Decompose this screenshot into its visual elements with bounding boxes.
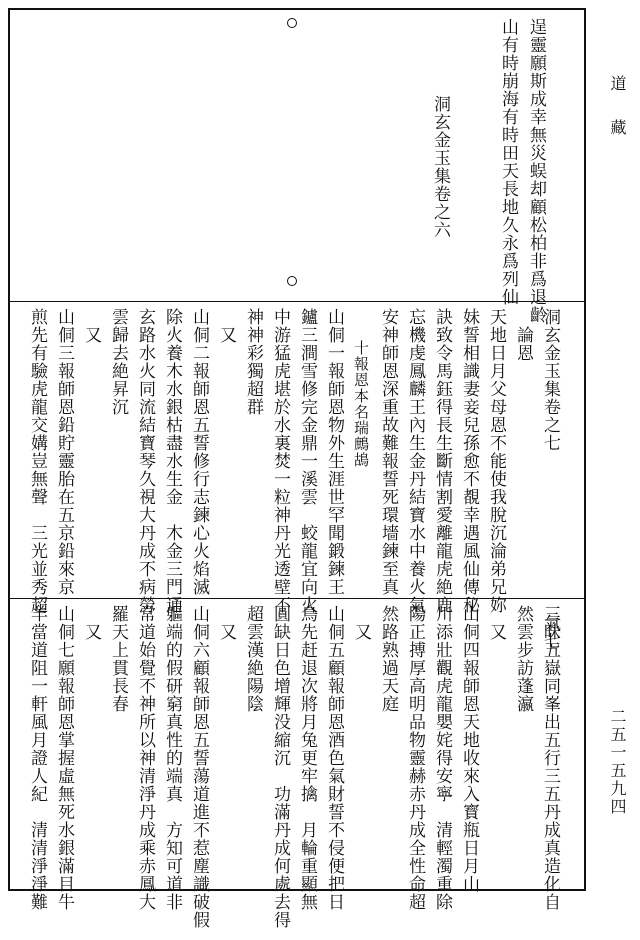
text-column: 忘機虔鳳麟王內生金丹結寶水中養火氣 — [405, 308, 425, 614]
text-column: 煎先有驗虎龍交媾豈無聲 三光並秀超 — [27, 308, 47, 614]
text-column: 山侗七願報師恩掌握虛無死水銀滿目牛 — [54, 605, 74, 911]
text-column: 三昧五嶽同峯出五行三五丹成真造化自 — [540, 605, 560, 911]
text-column: 中游猛虎堪於水裏焚一粒神丹光透壁不 — [270, 308, 290, 614]
text-column: 山侗四報師恩天地收來入寳瓶日月山 — [459, 605, 479, 893]
page-number: 二五一五九四 — [608, 708, 627, 816]
text-column: 圓缺日色增輝没縮沉 功滿丹成何處去得 — [270, 605, 290, 929]
circle-mark-top — [287, 18, 297, 28]
text-column: 雲歸去絶昇沉 — [108, 308, 128, 416]
text-column: 陽正搏厚高明品物靈赫赤丹成全性命超 — [405, 605, 425, 911]
text-column: 山侗一報師恩物外生涯世罕聞鍛鍊王 — [324, 308, 344, 596]
text-column: 訣致令馬鈺得長生斷情割愛離龍虎絶鹿 — [432, 308, 452, 614]
text-column: 然路熟過天庭 — [378, 605, 398, 713]
circle-mark-bottom — [287, 276, 297, 286]
text-column: 常道始覺不神所以神清淨丹成乘赤鳳大 — [135, 605, 155, 911]
text-column: 軀端的假研窮真性的端真 方知可道非 — [162, 605, 182, 911]
section-heading: 又 — [351, 605, 371, 641]
text-column: 然雲步訪蓬瀛 — [513, 605, 533, 713]
section-heading: 又 — [81, 605, 101, 641]
text-column: 山侗二報師恩五誓修行志鍊心火焰滅 — [189, 308, 209, 596]
text-column: 玄路水火同流結寶琴久視大丹成不病勞 — [135, 308, 155, 614]
section-heading: 又 — [81, 308, 101, 344]
volume-title: 洞玄金玉集卷之七 氣七 — [540, 308, 560, 650]
text-column: 鳥先赶退次將月兔更牢擒 月輪重顯無 — [297, 605, 317, 911]
section-heading: 又 — [216, 605, 236, 641]
text-column: 天地日月父母恩不能使我脫沉淪弟兄妳 — [486, 308, 506, 614]
text-column: 超雲漢絶陽陰 — [243, 605, 263, 713]
section-heading: 又 — [486, 605, 506, 641]
collection-label: 道 藏 — [608, 75, 627, 141]
text-column: 鑪三澗雪修完金鼎一溪雲 蛟龍宜向火 — [297, 308, 317, 614]
section-heading: 又 — [216, 308, 236, 344]
text-column: 山侗五顧報師恩酒色氣財誓不侵便把日 — [324, 605, 344, 911]
text-column: 妹誓相識妻妾兒孫愈不覩幸遇風仙傳秘 — [459, 308, 479, 614]
text-column: 神神彩獨超群 — [243, 308, 263, 416]
section-heading: 論恩 — [513, 308, 533, 362]
text-column: 山侗三報師恩鉛貯靈胎在五京鉛來京 — [54, 308, 74, 596]
text-column: 山侗六顧報師恩五誓蕩道進不惹塵識破假 — [189, 605, 209, 929]
text-column: 山有時崩海有時田天長地久永爲列仙 — [498, 18, 518, 306]
text-column: 羅天上貫長春 — [108, 605, 128, 713]
text-column: 安神師恩深重故難報誓死環墻鍊至真 — [378, 308, 398, 596]
text-column: 逞靈願斯成幸無災蜈却顧松柏非爲退齡 — [526, 18, 546, 324]
text-column: 除火養木水銀枯盡水生金 木金三門通 — [162, 308, 182, 614]
volume-title: 洞玄金玉集卷之六 — [430, 95, 450, 239]
section-heading: 十報恩本名瑞鷓鴣 — [352, 308, 370, 468]
text-column: 羊當道阻一軒風月證人紀 清清淨淨難 — [27, 605, 47, 911]
text-column: 川添壯觀虎龍嬰姹得安寧 清輕濁重除 — [432, 605, 452, 911]
